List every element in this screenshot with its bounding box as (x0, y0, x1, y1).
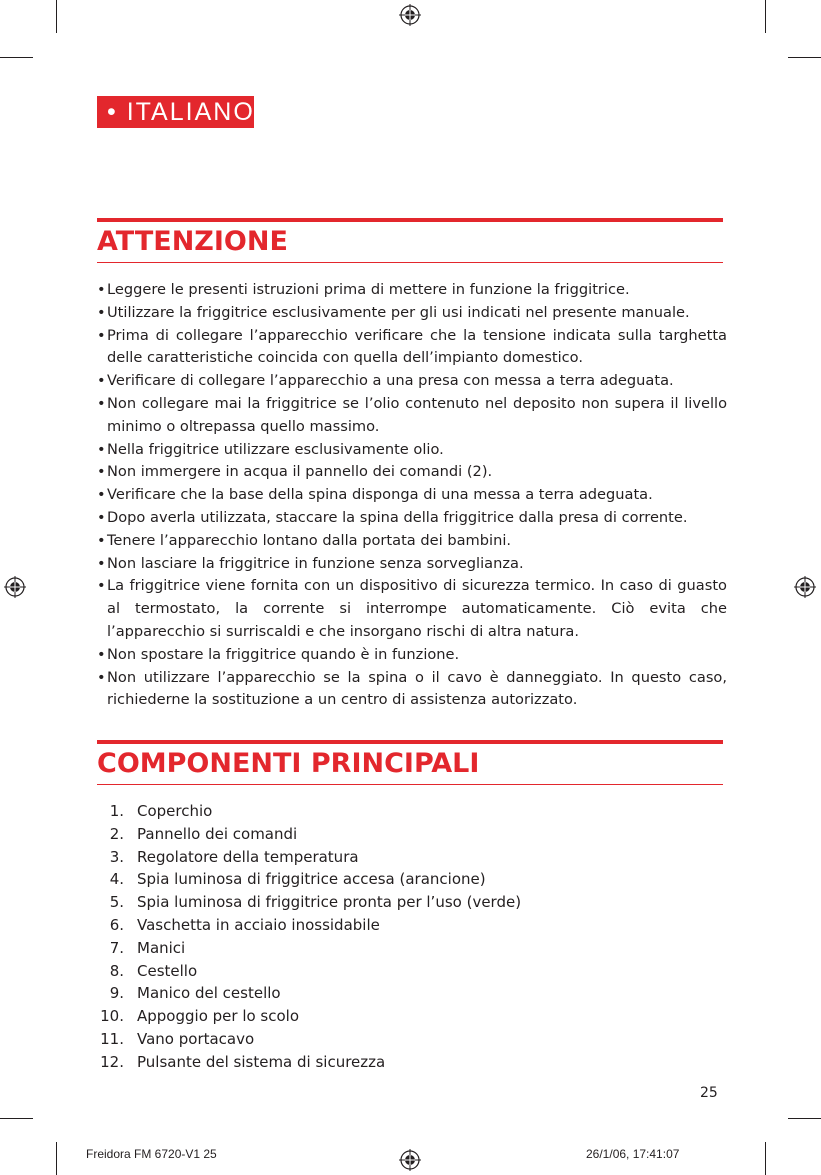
warning-item: • Non lasciare la friggitrice in funzione senza sorveglianza. (97, 553, 727, 576)
language-tab: • ITALIANO (97, 96, 254, 128)
component-item (97, 868, 717, 891)
component-item (97, 937, 717, 960)
section-rule (97, 218, 723, 222)
component-label: Pulsante del sistema di sicurezza (137, 1052, 386, 1071)
component-label: Pannello dei comandi (137, 824, 298, 843)
print-slug-file: Freidora FM 6720-V1 25 (86, 1147, 217, 1161)
components-list (97, 800, 717, 1074)
section-rule (97, 784, 723, 785)
warning-section-title: ATTENZIONE (97, 226, 288, 257)
component-number: 8. (109, 961, 124, 980)
warning-item: • Non immergere in acqua il pannello dei comandi (2). (97, 461, 727, 484)
crop-mark (765, 0, 766, 33)
warning-item: • Dopo averla utilizzata, staccare la spina della friggitrice dalla presa di corrente. (97, 507, 727, 530)
component-item (97, 1051, 717, 1074)
component-label: Regolatore della temperatura (137, 847, 359, 866)
component-number: 11. (100, 1029, 124, 1048)
component-label: Appoggio per lo scolo (137, 1007, 300, 1026)
crop-mark (765, 1142, 766, 1175)
components-section-title: COMPONENTI PRINCIPALI (97, 748, 480, 779)
component-item (97, 891, 717, 914)
component-label: Vano portacavo (137, 1029, 255, 1048)
warning-item: • Non spostare la friggitrice quando è in funzione. (97, 644, 727, 667)
warning-item: • Verificare di collegare l’apparecchio a una presa con messa a terra adeguata. (97, 370, 727, 393)
component-number: 9. (109, 984, 124, 1003)
warning-item: • Utilizzare la friggitrice esclusivamente per gli usi indicati nel presente manuale. (97, 302, 727, 325)
component-label: Cestello (137, 961, 198, 980)
print-slug-timestamp: 26/1/06, 17:41:07 (586, 1147, 680, 1161)
crop-mark (0, 57, 33, 58)
page-number: 25 (700, 1085, 718, 1101)
crop-mark (788, 57, 821, 58)
component-item (97, 800, 717, 823)
crop-mark (0, 1118, 33, 1119)
crop-mark (56, 1142, 57, 1175)
warning-list (97, 279, 727, 712)
crop-mark (788, 1118, 821, 1119)
component-number: 1. (109, 802, 124, 820)
registration-mark-icon (794, 576, 816, 598)
warning-item: • Prima di collegare l’apparecchio verificare che la tensione indicata sulla targhetta delle caratteristiche coincida con quella dell’impianto domestico. (97, 325, 727, 371)
component-number: 12. (100, 1052, 124, 1071)
component-label: Coperchio (137, 802, 213, 820)
section-rule (97, 740, 723, 744)
warning-item: • Leggere le presenti istruzioni prima di mettere in funzione la friggitrice. (97, 279, 727, 302)
component-number: 10. (100, 1007, 124, 1026)
warning-item: • Verificare che la base della spina disponga di una messa a terra adeguata. (97, 484, 727, 507)
component-label: Spia luminosa di friggitrice accesa (arancione) (137, 870, 486, 889)
warning-item: • Non utilizzare l’apparecchio se la spina o il cavo è danneggiato. In questo caso, richiederne la sostituzione a un centro di assistenza autorizzato. (97, 667, 727, 713)
component-label: Vaschetta in acciaio inossidabile (137, 915, 380, 934)
component-number: 6. (109, 915, 124, 934)
component-item (97, 1005, 717, 1028)
registration-mark-icon (399, 4, 421, 26)
registration-mark-icon (4, 576, 26, 598)
component-item (97, 960, 717, 983)
component-item (97, 1028, 717, 1051)
registration-mark-icon (399, 1149, 421, 1171)
warning-item: • La friggitrice viene fornita con un dispositivo di sicurezza termico. In caso di guasto al termostato, la corrente si interrompe automaticamente. Ciò evita che l’apparecchio si surriscaldi e che insorgano rischi di altra natura. (97, 575, 727, 643)
component-number: 2. (109, 824, 124, 843)
component-label: Spia luminosa di friggitrice pronta per l’uso (verde) (137, 893, 522, 912)
component-label: Manici (137, 938, 186, 957)
component-label: Manico del cestello (137, 984, 281, 1003)
component-item (97, 914, 717, 937)
section-rule (97, 262, 723, 263)
component-item (97, 982, 717, 1005)
component-number: 3. (109, 847, 124, 866)
crop-mark (56, 0, 57, 33)
component-number: 5. (109, 893, 124, 912)
component-number: 4. (109, 870, 124, 889)
component-item (97, 823, 717, 846)
component-item (97, 846, 717, 869)
warning-item: • Tenere l’apparecchio lontano dalla portata dei bambini. (97, 530, 727, 553)
component-number: 7. (109, 938, 124, 957)
warning-item: • Nella friggitrice utilizzare esclusivamente olio. (97, 439, 727, 462)
warning-item: • Non collegare mai la friggitrice se l’olio contenuto nel deposito non supera il livello minimo o oltrepassa quello massimo. (97, 393, 727, 439)
